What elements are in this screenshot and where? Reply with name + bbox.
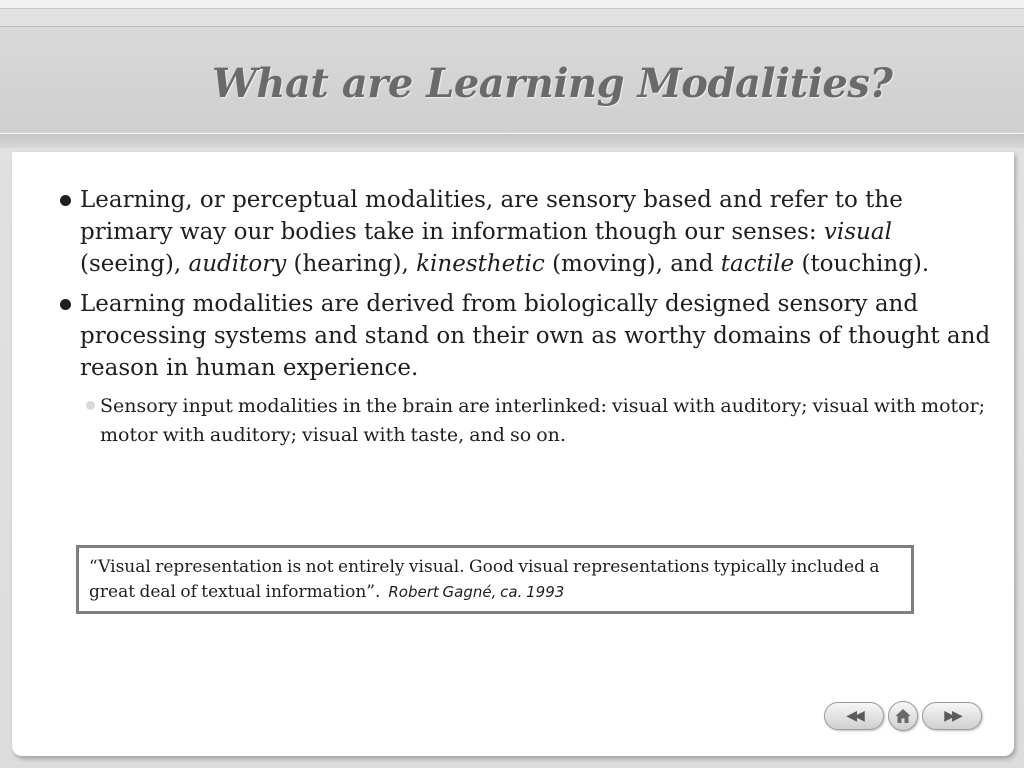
bullet-item: [52, 288, 992, 384]
term-kinesthetic: kinesthetic: [416, 251, 545, 277]
sub-bullet-dot-icon: [86, 401, 95, 410]
quote-text: “Visual representation is not entirely visual. Good visual representations typically included a great deal of textual information”.: [89, 557, 880, 602]
header-separator: [0, 134, 1024, 148]
bullet-dot-icon: [60, 299, 71, 310]
quote-author: Robert Gagné, ca. 1993: [388, 583, 565, 601]
bullet-item: [52, 184, 992, 280]
next-slide-button[interactable]: [922, 702, 982, 730]
rewind-icon: ◀◀: [846, 708, 862, 724]
sub-bullet-item: [52, 392, 992, 450]
quote-box: [76, 545, 914, 614]
bullet-list: [52, 184, 992, 450]
fast-forward-icon: ▶▶: [944, 708, 960, 724]
term-visual: visual: [823, 219, 892, 245]
home-button[interactable]: [888, 701, 918, 731]
slide-title: What are Learning Modalities?: [212, 60, 893, 107]
bullet-text: Learning modalities are derived from biologically designed sensory and processing systems and stand on their own as worthy domains of thought and reason in human experience.: [80, 291, 991, 381]
bullet-text: (hearing),: [286, 251, 417, 277]
term-auditory: auditory: [188, 251, 287, 277]
sub-bullet-text: Sensory input modalities in the brain are interlinked: visual with auditory; visual with motor; motor with auditory; visual with taste, and so on.: [100, 395, 986, 446]
previous-slide-button[interactable]: [824, 702, 884, 730]
bullet-dot-icon: [60, 195, 71, 206]
top-strip: [0, 0, 1024, 9]
bullet-text: Learning, or perceptual modalities, are sensory based and refer to the primary way our bodies take in information though our senses:: [80, 187, 903, 245]
home-icon: [894, 707, 912, 725]
bullet-text: (seeing),: [80, 251, 189, 277]
content-panel: [12, 152, 1014, 756]
bullet-text: (moving), and: [544, 251, 721, 277]
term-tactile: tactile: [720, 251, 795, 277]
slide-navigation: [824, 702, 982, 730]
bullet-text: (touching).: [794, 251, 930, 277]
